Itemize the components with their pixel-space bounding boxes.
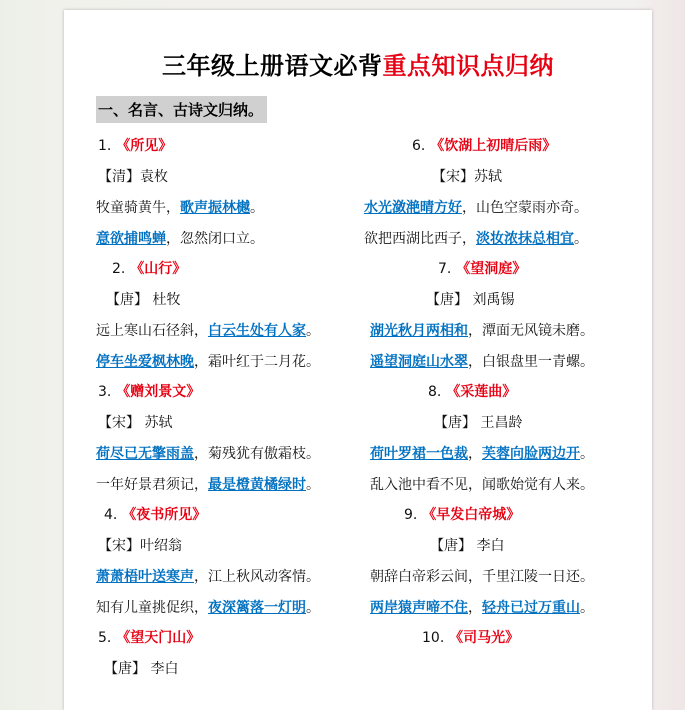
poem-line	[370, 567, 594, 587]
key-phrase: 最是橙黄橘绿时	[208, 477, 306, 493]
verse-text: ，	[468, 600, 482, 616]
poem-line	[96, 475, 320, 495]
verse-text: 。	[306, 477, 320, 493]
title-black: 三年级上册语文必背	[162, 51, 383, 80]
verse-text: 。	[306, 600, 320, 616]
poem-line	[370, 444, 594, 464]
section-heading: 一、名言、古诗文归纳。	[96, 96, 267, 123]
poem-line	[96, 598, 320, 618]
poem-number: 8.	[428, 384, 442, 400]
poem-title: 《所见》	[111, 138, 173, 154]
poem-title: 《司马光》	[444, 630, 520, 646]
poem-heading	[412, 136, 556, 156]
poem-line	[364, 229, 588, 249]
key-phrase: 萧萧梧叶送寒声	[96, 569, 194, 585]
verse-text: ，潭面无风镜未磨。	[468, 323, 594, 339]
key-phrase: 遥望洞庭山水翠	[370, 354, 468, 370]
verse-text: ，霜叶红于二月花。	[194, 354, 320, 370]
verse-text: 欲把西湖比西子，	[364, 231, 476, 247]
poem-line	[96, 567, 320, 587]
poem-heading	[428, 382, 516, 402]
poem-title: 《采莲曲》	[441, 384, 517, 400]
poem-author: 【唐】 王昌龄	[434, 415, 523, 431]
poem-number: 3.	[98, 384, 112, 400]
poem-author: 【唐】 李白	[430, 538, 505, 554]
key-phrase: 湖光秋月两相和	[370, 323, 468, 339]
poem-heading	[422, 628, 519, 648]
verse-text: 一年好景君须记，	[96, 477, 208, 493]
verse-text: 朝辞白帝彩云间，千里江陵一日还。	[370, 569, 594, 585]
poem-heading	[98, 382, 200, 402]
poem-title: 《山行》	[125, 261, 187, 277]
poem-number: 6.	[412, 138, 426, 154]
poem-number: 9.	[404, 507, 418, 523]
poem-number: 7.	[438, 261, 452, 277]
poem-heading	[404, 505, 520, 525]
verse-text: ，江上秋风动客情。	[194, 569, 320, 585]
poem-title: 《夜书所见》	[117, 507, 207, 523]
poem-title: 《望天门山》	[111, 630, 201, 646]
verse-text: 牧童骑黄牛，	[96, 200, 180, 216]
poem-author: 【宋】苏轼	[432, 169, 502, 185]
key-phrase: 荷叶罗裙一色裁	[370, 446, 468, 462]
verse-text: 远上寒山石径斜，	[96, 323, 208, 339]
poem-line	[370, 475, 594, 495]
key-phrase: 夜深篱落一灯明	[208, 600, 306, 616]
key-phrase: 荷尽已无擎雨盖	[96, 446, 194, 462]
verse-text: 。	[574, 231, 588, 247]
verse-text: 。	[580, 600, 594, 616]
poem-author: 【宋】叶绍翁	[98, 538, 182, 554]
poem-number: 10.	[422, 630, 445, 646]
poem-line	[364, 198, 588, 218]
key-phrase: 停车坐爱枫林晚	[96, 354, 194, 370]
verse-text: 。	[306, 323, 320, 339]
poem-author: 【清】袁枚	[98, 169, 168, 185]
poem-title: 《赠刘景文》	[111, 384, 201, 400]
document-title	[64, 46, 652, 81]
poem-line	[96, 444, 320, 464]
verse-text: ，忽然闭口立。	[166, 231, 264, 247]
verse-text: ，	[468, 446, 482, 462]
verse-text: 乱入池中看不见，闻歌始觉有人来。	[370, 477, 594, 493]
key-phrase: 意欲捕鸣蝉	[96, 231, 166, 247]
poem-number: 5.	[98, 630, 112, 646]
poem-author: 【唐】 杜牧	[106, 292, 181, 308]
poem-number: 4.	[104, 507, 118, 523]
poem-line	[96, 352, 320, 372]
poem-author: 【宋】 苏轼	[98, 415, 173, 431]
verse-text: 。	[250, 200, 264, 216]
title-red: 重点知识点归纳	[382, 51, 554, 80]
key-phrase: 两岸猿声啼不住	[370, 600, 468, 616]
poem-line	[370, 352, 594, 372]
key-phrase: 淡妆浓抹总相宜	[476, 231, 574, 247]
poem-heading	[104, 505, 206, 525]
verse-text: ，山色空蒙雨亦奇。	[462, 200, 588, 216]
verse-text: 知有儿童挑促织，	[96, 600, 208, 616]
poem-line	[96, 229, 264, 249]
poem-heading	[98, 136, 172, 156]
poem-line	[370, 321, 594, 341]
poem-author: 【唐】 刘禹锡	[426, 292, 515, 308]
key-phrase: 轻舟已过万重山	[482, 600, 580, 616]
poem-heading	[438, 259, 526, 279]
poem-author: 【唐】 李白	[104, 661, 179, 677]
poem-heading	[112, 259, 186, 279]
key-phrase: 芙蓉向脸两边开	[482, 446, 580, 462]
verse-text: 。	[580, 446, 594, 462]
poem-line	[96, 321, 320, 341]
poem-line	[370, 598, 594, 618]
key-phrase: 白云生处有人家	[208, 323, 306, 339]
verse-text: ，菊残犹有傲霜枝。	[194, 446, 320, 462]
poem-heading	[98, 628, 200, 648]
poem-title: 《早发白帝城》	[417, 507, 521, 523]
document-page	[64, 10, 652, 710]
poem-line	[96, 198, 264, 218]
poem-title: 《饮湖上初晴后雨》	[425, 138, 557, 154]
poem-number: 2.	[112, 261, 126, 277]
verse-text: ，白银盘里一青螺。	[468, 354, 594, 370]
key-phrase: 歌声振林樾	[180, 200, 250, 216]
poem-title: 《望洞庭》	[451, 261, 527, 277]
key-phrase: 水光潋滟晴方好	[364, 200, 462, 216]
poem-number: 1.	[98, 138, 112, 154]
